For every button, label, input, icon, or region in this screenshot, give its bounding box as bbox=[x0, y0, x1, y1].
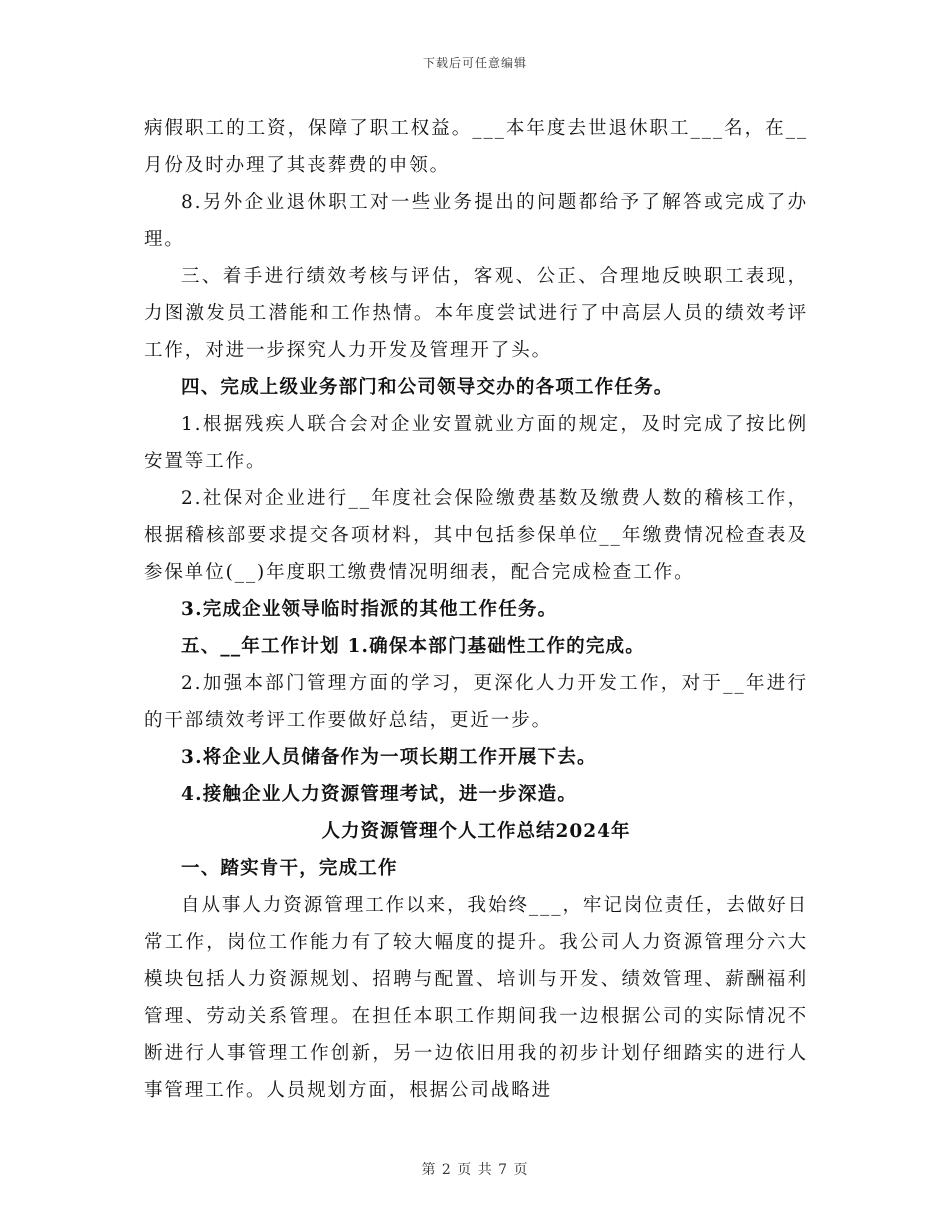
document-title: 人力资源管理个人工作总结2024年 bbox=[321, 821, 631, 842]
paragraph-section-3: 三、着手进行绩效考核与评估，客观、公正、合理地反映职工表现，力图激发员工潜能和工作热情。本年度尝试进行了中高层人员的绩效考评工作，对进一步探究人力开发及管理开了头。 bbox=[144, 266, 808, 361]
page-header: 下载后可任意编辑 bbox=[422, 56, 527, 70]
heading-part-1: 一、踏实肯干，完成工作 bbox=[181, 858, 398, 879]
paragraph-continuation: 病假职工的工资，保障了职工权益。___本年度去世退休职工___名，在__月份及时办理了其丧葬费的申领。 bbox=[144, 118, 808, 176]
paragraph-plan-2: 2.加强本部门管理方面的学习，更深化人力开发工作，对于__年进行的干部绩效考评工作要做好总结，更近一步。 bbox=[144, 673, 808, 731]
heading-section-4: 四、完成上级业务部门和公司领导交办的各项工作任务。 bbox=[181, 377, 674, 398]
paragraph-item-1: 1.根据残疾人联合会对企业安置就业方面的规定，及时完成了按比例安置等工作。 bbox=[144, 414, 808, 472]
paragraph-body: 自从事人力资源管理工作以来，我始终___，牢记岗位责任，去做好日常工作，岗位工作能力有了较大幅度的提升。我公司人力资源管理分六大模块包括人力资源规划、招聘与配置、培训与开发、绩效管理、薪酬福利管理、劳动关系管理。在担任本职工作期间我一边根据公司的实际情况不断进行人事管理工作创新，另一边依旧用我的初步计划仔细踏实的进行人事管理工作。人员规划方面，根据公司战略进 bbox=[144, 895, 808, 1101]
paragraph-item-8: 8.另外企业退休职工对一些业务提出的问题都给予了解答或完成了办理。 bbox=[144, 192, 808, 250]
heading-section-5: 五、__年工作计划 1.确保本部门基础性工作的完成。 bbox=[181, 636, 645, 657]
heading-item-3: 3.完成企业领导临时指派的其他工作任务。 bbox=[181, 599, 558, 620]
heading-plan-4: 4.接触企业人力资源管理考试，进一步深造。 bbox=[181, 784, 578, 805]
page-footer: 第 2 页 共 7 页 bbox=[421, 1162, 529, 1178]
heading-plan-3: 3.将企业人员储备作为一项长期工作开展下去。 bbox=[181, 747, 597, 768]
paragraph-item-2: 2.社保对企业进行__年度社会保险缴费基数及缴费人数的稽核工作，根据稽核部要求提交各项材料，其中包括参保单位__年缴费情况检查表及参保单位(__)年度职工缴费情况明细表，配合完成检查工作。 bbox=[144, 488, 808, 583]
document-body bbox=[144, 110, 808, 1109]
